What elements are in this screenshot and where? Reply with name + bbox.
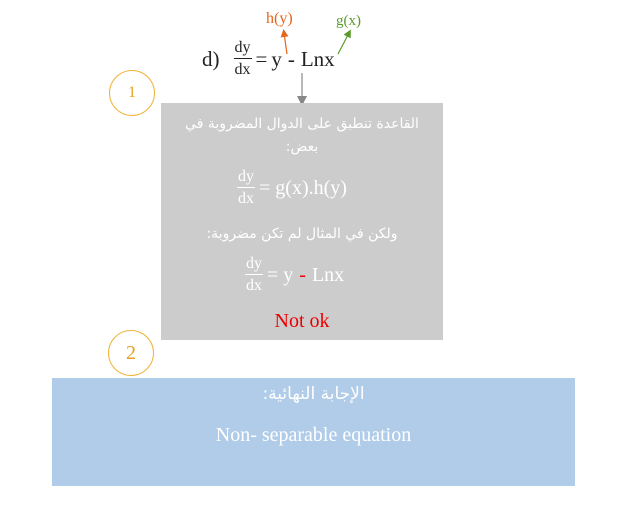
eq1-denominator: dx	[238, 190, 254, 207]
dy-dx-fraction	[234, 40, 252, 78]
eq2-minus-sign: -	[299, 263, 306, 286]
not-multiplied-text: ولكن في المثال لم تكن مضروبة:	[206, 226, 398, 242]
eq2-fraction	[245, 256, 263, 294]
verdict-text: Not ok	[274, 310, 330, 332]
equals-sign: =	[255, 46, 268, 71]
g-of-x-label: g(x)	[336, 13, 361, 29]
eq2-denominator: dx	[246, 277, 262, 294]
eq1-numerator: dy	[237, 169, 255, 188]
eq1-rhs: = g(x).h(y)	[259, 176, 347, 199]
example-equation	[245, 256, 344, 294]
eq2-lnx: Lnx	[311, 263, 345, 286]
explanation-box	[161, 103, 443, 340]
final-answer-text: Non- separable equation	[215, 424, 412, 446]
g-arrow	[338, 33, 349, 54]
final-answer-title: الإجابة النهائية:	[262, 384, 365, 404]
step-2-circle: 2	[108, 330, 154, 376]
step-1-circle: 1	[109, 70, 155, 116]
rule-text: القاعدة تنطبق على الدوال المضروبة في بعض:	[185, 116, 419, 155]
final-answer-box	[52, 378, 575, 486]
eq1-fraction	[237, 169, 255, 207]
lnx-term: Lnx	[300, 46, 335, 71]
eq2-equals-y: = y	[267, 263, 294, 286]
minus-sign: -	[287, 46, 295, 71]
fraction-numerator: dy	[234, 40, 252, 59]
y-term: y	[271, 46, 282, 71]
fraction-denominator: dx	[234, 61, 251, 78]
product-equation	[237, 169, 347, 207]
header-equation	[202, 40, 335, 78]
eq2-numerator: dy	[245, 256, 263, 275]
h-of-y-label: h(y)	[266, 10, 293, 27]
item-label: d)	[202, 46, 220, 71]
